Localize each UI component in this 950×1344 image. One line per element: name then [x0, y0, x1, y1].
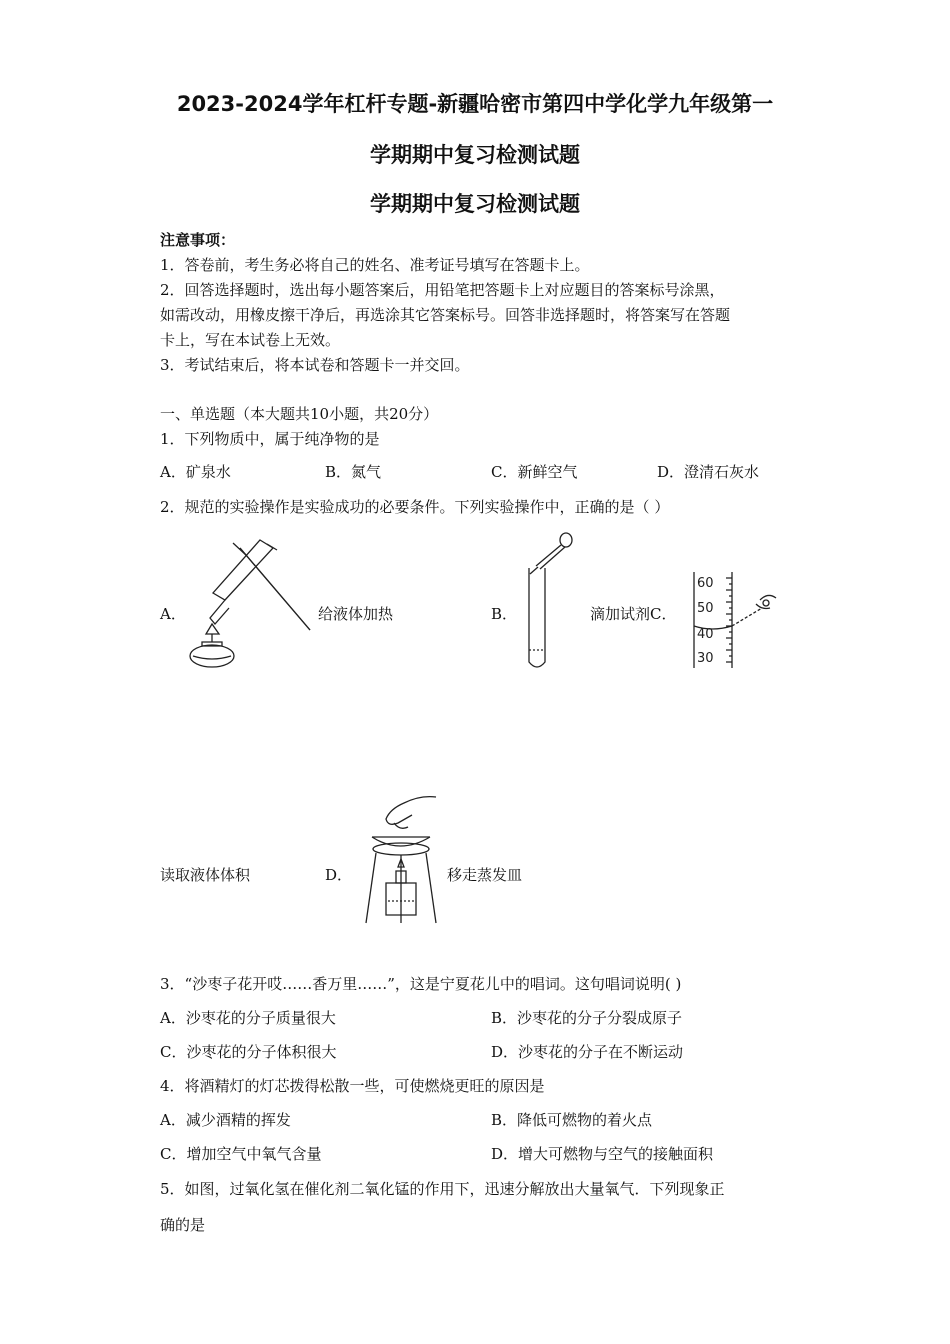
scale-label-30: 30: [697, 651, 714, 666]
question-1-stem: 1．下列物质中，属于纯净物的是: [160, 430, 380, 448]
q1-option-a: A．矿泉水: [160, 463, 231, 481]
q4-option-c: C．增加空气中氧气含量: [160, 1145, 322, 1163]
scale-label-50: 50: [697, 601, 714, 616]
q2-option-b-letter: B．: [491, 605, 518, 623]
title-line-2: 学期期中复习检测试题: [370, 143, 580, 167]
q3-option-a: A．沙枣花的分子质量很大: [160, 1009, 336, 1027]
q1-option-b: B．氮气: [325, 463, 382, 481]
heating-liquid-illustration: [185, 538, 320, 668]
title-line-3: 学期期中复习检测试题: [370, 192, 580, 216]
dropper-test-tube-illustration: [520, 530, 580, 672]
q2-option-a-letter: A．: [160, 605, 186, 623]
notice-item: 如需改动，用橡皮擦干净后，再选涂其它答案标号。回答非选择题时，将答案写在答题: [160, 306, 731, 324]
q4-option-d: D．增大可燃物与空气的接触面积: [491, 1145, 714, 1163]
scale-label-60: 60: [697, 576, 714, 591]
section-heading: 一、单选题（本大题共10小题，共20分）: [160, 405, 439, 423]
q2-option-c-caption: 读取液体体积: [160, 866, 251, 884]
q2-option-d-letter: D．: [325, 866, 353, 884]
question-5-stem: 5．如图，过氧化氢在催化剂二氧化锰的作用下，迅速分解放出大量氧气．下列现象正: [160, 1180, 725, 1198]
q2-option-b-caption: 滴加试剂C．: [590, 605, 677, 623]
question-4-stem: 4．将酒精灯的灯芯拨得松散一些，可使燃烧更旺的原因是: [160, 1077, 545, 1095]
q2-option-a-caption: 给液体加热: [318, 605, 394, 623]
q3-option-d: D．沙枣花的分子在不断运动: [491, 1043, 684, 1061]
q4-option-b: B．降低可燃物的着火点: [491, 1111, 653, 1129]
notice-item: 3．考试结束后，将本试卷和答题卡一并交回。: [160, 356, 470, 374]
scale-label-40: 40: [697, 627, 714, 642]
evaporating-dish-illustration: [360, 793, 442, 933]
question-5-stem-cont: 确的是: [160, 1216, 206, 1234]
notice-item: 2．回答选择题时，选出每小题答案后，用铅笔把答题卡上对应题目的答案标号涂黑，: [160, 281, 725, 299]
q3-option-b: B．沙枣花的分子分裂成原子: [491, 1009, 683, 1027]
q3-option-c: C．沙枣花的分子体积很大: [160, 1043, 337, 1061]
notice-item: 卡上，写在本试卷上无效。: [160, 331, 341, 349]
q1-option-c: C．新鲜空气: [491, 463, 578, 481]
graduated-cylinder-illustration: [690, 570, 785, 670]
q4-option-a: A．减少酒精的挥发: [160, 1111, 291, 1129]
q2-option-d-caption: 移走蒸发皿: [447, 866, 523, 884]
question-3-stem: 3．“沙枣子花开哎……香万里……”，这是宁夏花儿中的唱词。这句唱词说明( ): [160, 975, 682, 993]
q1-option-d: D．澄清石灰水: [657, 463, 760, 481]
notice-heading: 注意事项：: [160, 231, 236, 249]
title-line-1: 2023-2024学年杠杆专题-新疆哈密市第四中学化学九年级第一: [176, 92, 774, 116]
question-2-stem: 2．规范的实验操作是实验成功的必要条件。下列实验操作中，正确的是（ ）: [160, 498, 670, 516]
notice-item: 1．答卷前，考生务必将自己的姓名、准考证号填写在答题卡上。: [160, 256, 590, 274]
